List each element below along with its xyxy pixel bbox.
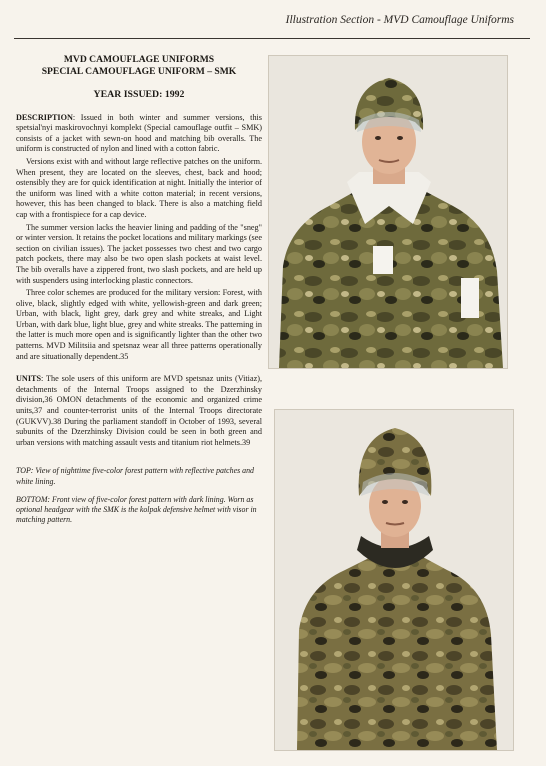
units-text: : The sole users of this uniform are MVD spetsnaz units (Vitiaz), detachments of the Internal Troops assigned to the Dzerzhinsky division,36 OMON detachments of the economic and organized crime units,37 and counter-terrorist units of the Internal Troops directorate (GUKVV).38 During the parliament standoff in October of 1993, several subunits of the Dzerzhinsky Division could be seen in both green and urban versions with matching assault vests and titanium riot helmets.39 — [16, 374, 262, 447]
caption-top: TOP: View of nighttime five-color forest pattern with reflective patches and white lining. — [16, 466, 254, 486]
photo-top-camouflage-uniform — [268, 55, 508, 369]
units-paragraph — [16, 374, 262, 448]
photo-bottom-camouflage-uniform — [274, 409, 514, 751]
running-header: Illustration Section - MVD Camouflage Uniforms — [285, 14, 514, 26]
description-text-1: : Issued in both winter and summer versions, this spetsial'nyi maskirovochnyi komplekt (Special camouflage outfit – SMK) consists of a jacket with sewn-on hood and matching bib overalls. The uniform is constructed of nylon and lined with a cotton fabric. — [16, 112, 262, 154]
text-column — [16, 54, 262, 533]
photo-bottom-illustration — [275, 410, 513, 750]
caption-bottom: BOTTOM: Front view of five-color forest pattern with dark lining. Worn as optional headgear with the SMK is the kolpak defensive helmet with visor in matching pattern. — [16, 494, 257, 525]
header-rule — [14, 38, 530, 39]
description-paragraph-4: Three color schemes are produced for the military version: Forest, with olive, black, slightly edged with white, yellowish-green and dark green; Urban, with black, light grey, dark grey and white streaks, and Light Urban, with dark blue, light blue, grey and white streaks. The patterning in the latter is much more open and is significantly lighter than the other two patterns. MVD Militsiia and spetsnaz wear all three patterns operationally and are situationally dependent.35 — [16, 288, 262, 361]
photo-captions — [16, 466, 262, 525]
units-label: UNITS — [16, 374, 42, 384]
description-paragraph-3: The summer version lacks the heavier lining and padding of the "sneg" or winter version. It retains the pocket locations and military markings (see section on civilian issues). The jacket possesses two chest and two cargo patch pockets, there may also be two open slash pockets at waist level. The bib overalls have a zippered front, two slash pockets, and are held up with suspenders using interlocking plastic connectors. — [16, 222, 263, 285]
description-paragraph-2: Versions exist with and without large reflective patches on the uniform. When present, they are located on the sleeves, chest, back and hood; ostensibly they are for quick identification at night. Initially the interior of the uniform was lined with a white cotton material; in recent versions, however, this has been changed to black. There is also a matching field cap with a frontispiece for a cap device. — [16, 156, 262, 219]
description-paragraph-1 — [16, 113, 262, 155]
article-subtitle: SPECIAL CAMOUFLAGE UNIFORM – SMK — [41, 66, 237, 77]
article-title: MVD CAMOUFLAGE UNIFORMS — [63, 54, 215, 65]
description-label: DESCRIPTION — [16, 112, 73, 122]
photo-top-illustration — [269, 56, 507, 368]
year-issued: YEAR ISSUED: 1992 — [93, 89, 185, 100]
